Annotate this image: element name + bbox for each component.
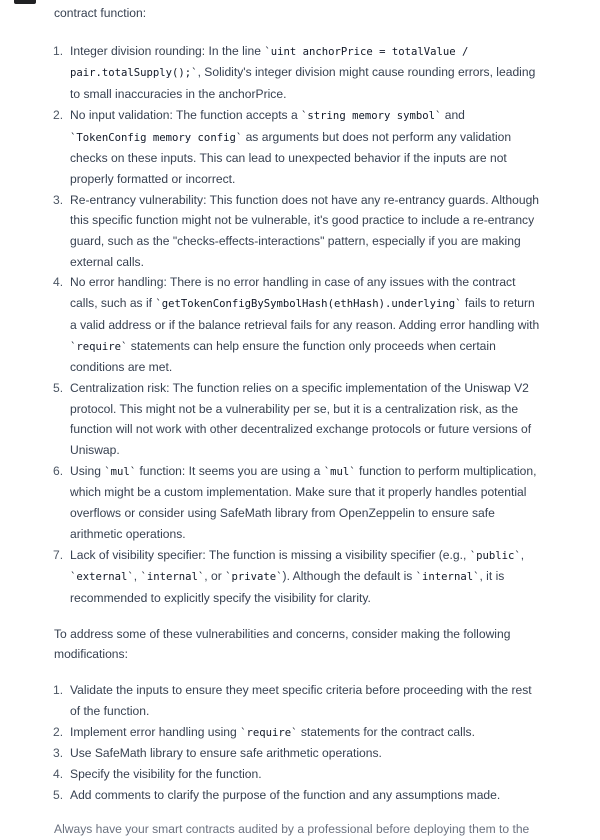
list-number: 3. <box>53 746 64 761</box>
item-text: Integer division rounding: In the line <box>70 43 265 58</box>
item-text: , it is recommended to explicitly specify the visibility for clarity. <box>70 569 505 605</box>
item-text: and <box>441 107 465 122</box>
vulnerability-item <box>54 41 544 105</box>
item-text: as arguments but does not perform any validation checks on these inputs. This can lead to unexpected behavior if the inputs are not properly formatted or incorrect. <box>70 129 512 186</box>
closing-text: Always have your smart contracts audited by a professional before deploying them to the <box>54 822 530 837</box>
vulnerability-item <box>54 190 544 273</box>
intro-text: contract function: <box>54 6 147 20</box>
item-text: , <box>520 547 525 562</box>
inline-code: `external` <box>70 571 134 584</box>
inline-code: `require` <box>70 340 128 353</box>
list-number: 2. <box>53 107 64 122</box>
item-text: No error handling: There is no error handling in case of any issues with the contract calls, such as if <box>70 275 516 311</box>
inline-code: `public` <box>469 549 521 562</box>
modification-item <box>54 785 544 806</box>
inline-code: `TokenConfig memory config` <box>70 131 243 144</box>
item-text: ). Although the default is <box>282 569 416 584</box>
item-text: Using <box>70 463 105 478</box>
item-text: function: It seems you are using a <box>136 463 324 478</box>
item-text: Implement error handling using <box>70 724 241 739</box>
vulnerability-item <box>54 461 544 545</box>
inline-code: `internal` <box>140 571 205 584</box>
list-number: 6. <box>53 463 64 478</box>
list-number: 7. <box>53 547 64 562</box>
item-text: Add comments to clarify the purpose of the function and any assumptions made. <box>70 787 501 802</box>
modifications-intro: To address some of these vulnerabilities and concerns, consider making the following modifications: <box>54 626 511 662</box>
list-number: 3. <box>53 192 64 207</box>
vulnerability-item <box>54 378 544 461</box>
item-text: function to perform multiplication, which might be a custom implementation. Make sure that it properly handles potential overflows or consider using SafeMath library from OpenZeppelin to ensure safe arithmetic operations. <box>70 463 537 541</box>
item-text: Centralization risk: The function relies on a specific implementation of the Uniswap V2 protocol. This might not be a vulnerability per se, but it is a centralization risk, as the function will not work with other decentralized exchange protocols or future versions of Uniswap. <box>70 380 532 458</box>
inline-code: `string memory symbol` <box>301 109 442 122</box>
item-text: , or <box>204 569 226 584</box>
list-number: 1. <box>53 683 64 698</box>
inline-code: `internal` <box>415 571 480 584</box>
vulnerability-item <box>54 272 544 378</box>
item-text: Use SafeMath library to ensure safe arithmetic operations. <box>70 746 382 761</box>
modification-item <box>54 722 544 744</box>
list-number: 1. <box>53 43 64 58</box>
assistant-avatar <box>14 0 36 4</box>
inline-code: `private` <box>225 571 283 584</box>
item-text: , <box>133 569 141 584</box>
inline-code: `require` <box>240 726 298 739</box>
inline-code: `uint anchorPrice = totalValue / pair.totalSupply();` <box>70 45 469 80</box>
item-text: statements can help ensure the function only proceeds when certain conditions are met. <box>70 338 496 375</box>
item-text: No input validation: The function accepts a <box>70 107 302 122</box>
list-number: 4. <box>53 275 64 290</box>
list-number: 5. <box>53 787 64 802</box>
vulnerability-list <box>54 41 544 609</box>
inline-code: `mul` <box>104 465 137 478</box>
modifications-list <box>54 680 544 805</box>
inline-code: `mul` <box>323 465 356 478</box>
item-text: Re-entrancy vulnerability: This function does not have any re-entrancy guards. Although this specific function might not be vulnerable, it's good practice to include a re-entrancy guard, such as the "checks-effects-interactions" pattern, especially if you are making external calls. <box>70 192 540 269</box>
list-number: 2. <box>53 724 64 739</box>
item-text: Validate the inputs to ensure they meet specific criteria before proceeding with the rest of the function. <box>70 683 532 718</box>
item-text: Lack of visibility specifier: The function is missing a visibility specifier (e.g., <box>70 547 470 562</box>
vulnerability-item <box>54 545 544 609</box>
vulnerability-item <box>54 105 544 190</box>
modification-item <box>54 743 544 764</box>
item-text: Specify the visibility for the function. <box>70 766 262 781</box>
modification-item <box>54 680 544 721</box>
modification-item <box>54 764 544 785</box>
item-text: , Solidity's integer division might cause rounding errors, leading to small inaccuracies in the anchorPrice. <box>70 65 536 102</box>
list-number: 4. <box>53 766 64 781</box>
item-text: fails to return a valid address or if the balance retrieval fails for any reason. Adding error handling with <box>70 296 540 332</box>
list-number: 5. <box>53 380 64 395</box>
inline-code: `getTokenConfigBySymbolHash(ethHash).underlying` <box>155 298 462 311</box>
item-text: statements for the contract calls. <box>297 724 475 739</box>
assistant-response <box>54 3 544 840</box>
